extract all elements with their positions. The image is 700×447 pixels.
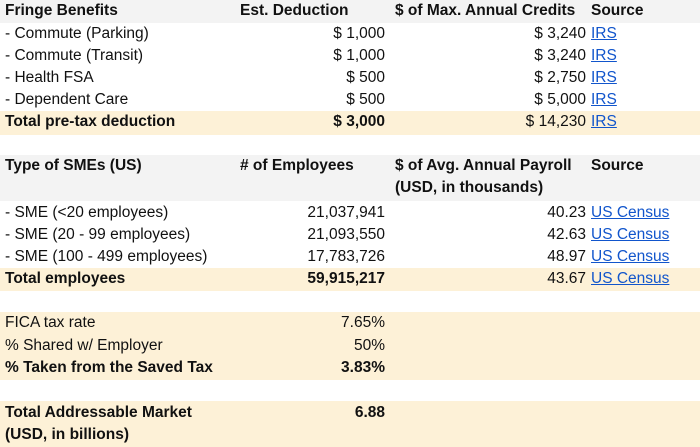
fica-tax-value: 7.65% <box>341 314 385 331</box>
tam-value: 6.88 <box>354 404 385 421</box>
total-employees: 59,915,217 <box>307 270 385 287</box>
header-avg-annual-payroll: $ of Avg. Annual Payroll <box>395 157 572 174</box>
shared-employer-label: % Shared w/ Employer <box>5 337 163 354</box>
row-label: - SME (<20 employees) <box>5 204 169 221</box>
saved-tax-label: % Taken from the Saved Tax <box>5 359 213 376</box>
header-payroll-units: (USD, in thousands) <box>395 179 544 196</box>
row-label: - Health FSA <box>5 69 94 86</box>
tax-block <box>0 312 700 380</box>
table-row <box>0 224 700 246</box>
deduction-value: $ 1,000 <box>333 47 385 64</box>
payroll-value: 40.23 <box>547 204 586 221</box>
tam-block <box>0 401 700 447</box>
sme-total-row <box>0 268 700 291</box>
payroll-value: 42.63 <box>547 226 586 243</box>
row-label: - Dependent Care <box>5 91 129 108</box>
header-max-annual-credits: $ of Max. Annual Credits <box>395 2 576 19</box>
table-row <box>0 45 700 67</box>
header-source: Source <box>591 157 644 174</box>
table-row <box>0 202 700 224</box>
tam-label: Total Addressable Market <box>5 404 192 421</box>
table-row <box>0 89 700 111</box>
header-est-deduction: Est. Deduction <box>240 2 349 19</box>
header-num-employees: # of Employees <box>240 157 354 174</box>
fica-tax-label: FICA tax rate <box>5 314 96 331</box>
credit-value: $ 2,750 <box>534 69 586 86</box>
credit-value: $ 3,240 <box>534 25 586 42</box>
credit-value: $ 3,240 <box>534 47 586 64</box>
saved-tax-value: 3.83% <box>341 359 385 376</box>
employees-value: 17,783,726 <box>307 248 385 265</box>
total-label: Total pre-tax deduction <box>5 113 176 130</box>
table-row <box>0 23 700 45</box>
header-source: Source <box>591 2 644 19</box>
fringe-total-row <box>0 111 700 135</box>
shared-employer-value: 50% <box>353 337 385 354</box>
sme-header-row <box>0 155 700 201</box>
source-link[interactable]: US Census <box>591 248 670 265</box>
source-link[interactable]: IRS <box>591 91 617 108</box>
credit-value: $ 5,000 <box>534 91 586 108</box>
row-label: - Commute (Parking) <box>5 25 149 42</box>
total-credit: $ 14,230 <box>525 113 586 130</box>
source-link[interactable]: IRS <box>591 47 617 64</box>
employees-value: 21,093,550 <box>307 226 385 243</box>
employees-value: 21,037,941 <box>307 204 385 221</box>
source-link[interactable]: US Census <box>591 226 670 243</box>
source-link[interactable]: IRS <box>591 69 617 86</box>
source-link[interactable]: IRS <box>591 113 617 130</box>
source-link[interactable]: US Census <box>591 204 670 221</box>
deduction-value: $ 1,000 <box>333 25 385 42</box>
source-link[interactable]: US Census <box>591 270 670 287</box>
payroll-value: 48.97 <box>547 248 586 265</box>
total-payroll: 43.67 <box>547 270 586 287</box>
total-deduction: $ 3,000 <box>333 113 385 130</box>
header-fringe-benefits: Fringe Benefits <box>5 2 118 19</box>
tam-units-label: (USD, in billions) <box>5 426 129 443</box>
deduction-value: $ 500 <box>346 69 385 86</box>
row-label: - SME (100 - 499 employees) <box>5 248 208 265</box>
row-label: - Commute (Transit) <box>5 47 144 64</box>
source-link[interactable]: IRS <box>591 25 617 42</box>
header-type-of-smes: Type of SMEs (US) <box>5 157 142 174</box>
row-label: - SME (20 - 99 employees) <box>5 226 191 243</box>
deduction-value: $ 500 <box>346 91 385 108</box>
table-row <box>0 67 700 89</box>
table-row <box>0 246 700 268</box>
fringe-header-row <box>0 0 700 23</box>
total-label: Total employees <box>5 270 126 287</box>
